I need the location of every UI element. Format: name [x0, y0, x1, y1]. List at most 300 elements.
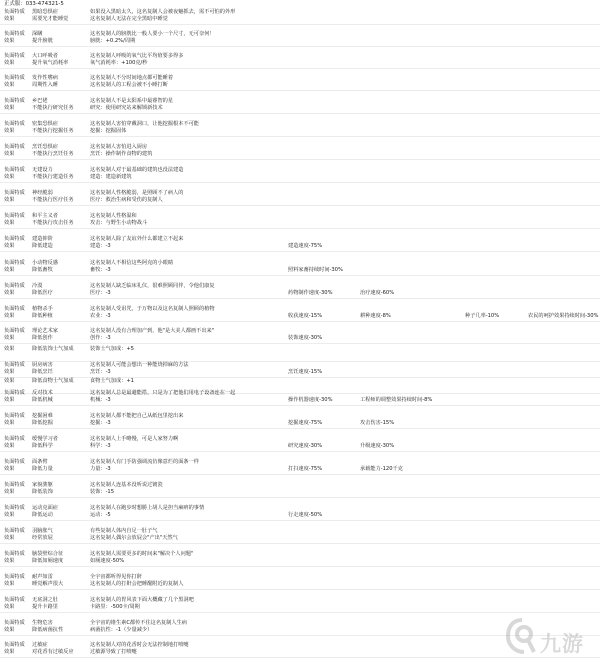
trait-category: 效果 — [4, 627, 15, 633]
row-divider — [0, 159, 600, 160]
trait-effect-line — [0, 16, 600, 23]
trait-category: 负面特质 — [4, 328, 25, 334]
trait-description: 这名复制人的胃风表下面大概藏了几个黑洞吧 — [90, 597, 194, 603]
trait-title-line — [0, 144, 600, 151]
trait-name: 发作性嗜病 — [32, 75, 58, 81]
trait-category: 效果 — [4, 466, 15, 472]
trait-stat-effect: 烹饪速度-15% — [288, 369, 323, 375]
trait-description: 建造：建造新建筑 — [90, 174, 132, 180]
trait-description: 卡路里：-500卡/周期 — [90, 604, 140, 610]
trait-category: 负面特质 — [4, 574, 25, 580]
trait-description: 这名复制人偶尔会放屁会"产出"天然气 — [90, 535, 178, 541]
trait-block — [0, 505, 600, 519]
trait-name: 降低如厕速度 — [32, 558, 64, 564]
trait-title-line — [0, 390, 600, 397]
row-divider — [0, 275, 600, 276]
row-divider — [0, 24, 600, 25]
trait-description: 建造：-3 — [90, 243, 111, 249]
trait-description: 这名复制人不相信这些阿克的小眼睛 — [90, 260, 174, 266]
trait-description: 科学：-3 — [90, 443, 111, 449]
trait-name: 过敏症 — [32, 642, 48, 648]
trait-name: 降低装饰士气加成 — [32, 346, 74, 352]
trait-description: 这名复制人害怕穿戴洞口，让他挖掘根本不可能 — [90, 121, 199, 127]
trait-block — [0, 31, 600, 45]
row-divider — [0, 228, 600, 229]
trait-title-line — [0, 574, 600, 581]
trait-name: 缓慢学习者 — [32, 436, 58, 442]
trait-block — [0, 98, 600, 112]
trait-description: 食物士气加成：+1 — [90, 378, 134, 384]
trait-stat-effect: 操作机器速度-30% — [288, 397, 333, 403]
row-divider — [0, 113, 600, 114]
trait-effect-line — [0, 197, 600, 204]
trait-title-line — [0, 167, 600, 174]
trait-stat-effect: 农民的呵护效果持续时间-30% — [528, 313, 599, 319]
trait-stat-effect: 药物制作速度-30% — [288, 290, 333, 296]
trait-category: 负面特质 — [4, 413, 25, 419]
trait-effect-line — [0, 335, 600, 342]
trait-title-line — [0, 482, 600, 489]
jiuyou-logo-icon — [504, 616, 540, 656]
trait-name: 羽脑胀气 — [32, 528, 53, 534]
trait-name: 降低畜牧 — [32, 267, 53, 273]
trait-title-line — [0, 436, 600, 443]
trait-description: 挖掘：挖掘固体 — [90, 128, 127, 134]
trait-name: 黑暗恐惧症 — [32, 9, 58, 15]
trait-category: 负面特质 — [4, 167, 25, 173]
row-divider — [0, 589, 600, 590]
trait-name: 降低装饰 — [32, 489, 53, 495]
trait-name: 神经脆弱 — [32, 190, 53, 196]
trait-effect-line — [0, 243, 600, 250]
trait-description: 这名复制人无法在完全黑暗中睡觉 — [90, 16, 168, 22]
trait-category: 负面特质 — [4, 597, 25, 603]
trait-category: 效果 — [4, 16, 15, 22]
trait-name: 降低力量 — [32, 466, 53, 472]
trait-name: 冷漠 — [32, 283, 43, 289]
trait-description: 装饰：-15 — [90, 489, 115, 495]
trait-name: 需要光才能睡觉 — [32, 16, 69, 22]
trait-category: 负面特质 — [4, 620, 25, 626]
trait-name: 降低食物士气加成 — [32, 378, 74, 384]
trait-category: 负面特质 — [4, 9, 25, 15]
row-divider — [0, 543, 600, 544]
trait-description: 这名复制人缺乏临床礼仪，很难照顾同伴，令他们康复 — [90, 283, 215, 289]
trait-title-line — [0, 260, 600, 267]
trait-name: 对花香有过敏反应 — [32, 649, 74, 655]
trait-category: 效果 — [4, 174, 15, 180]
trait-title-line — [0, 53, 600, 60]
row-divider — [0, 90, 600, 91]
trait-category: 负面特质 — [4, 482, 25, 488]
trait-effect-line — [0, 38, 600, 45]
trait-title-line — [0, 31, 600, 38]
trait-title-line — [0, 362, 600, 369]
trait-block — [0, 413, 600, 427]
trait-stat-effect: 攻击伤害-15% — [360, 420, 395, 426]
trait-description: 运动：-5 — [90, 512, 111, 518]
trait-name: 小动物反感 — [32, 260, 58, 266]
trait-name: 不能执行烹饪任务 — [32, 151, 74, 157]
row-divider — [0, 428, 600, 429]
trait-description: 畜牧：-3 — [90, 267, 111, 273]
trait-description: 这名复制人性格温和 — [90, 213, 137, 219]
trait-category: 效果 — [4, 60, 15, 66]
trait-description: 这名复制人总是最避能搭，只是为了把他们用电子设备连在一起 — [90, 390, 236, 396]
trait-category: 负面特质 — [4, 260, 25, 266]
trait-name: 降低种植 — [32, 313, 53, 319]
trait-description: 病菌抗性：-1（少量减少） — [90, 627, 153, 633]
trait-stat-effect: 照料家畜持续时间-30% — [288, 267, 343, 273]
trait-effect-line — [0, 535, 600, 542]
trait-stat-effect: 行走速度-50% — [288, 512, 323, 518]
trait-category: 效果 — [4, 105, 15, 111]
trait-name: 大口呼吸者 — [32, 53, 58, 59]
trait-stat-effect: 升级速度-30% — [360, 443, 395, 449]
trait-block — [0, 482, 600, 496]
trait-description: 如厕速度-50% — [90, 558, 125, 564]
row-divider — [0, 474, 600, 475]
trait-category: 效果 — [4, 649, 15, 655]
trait-name: 乡巴佬 — [32, 98, 48, 104]
trait-block — [0, 597, 600, 611]
trait-description: 这名复制人有门手防强调流仿像意烂的面条一样 — [90, 459, 199, 465]
trait-category: 负面特质 — [4, 213, 25, 219]
trait-name: 反对技术 — [32, 390, 53, 396]
trait-category: 效果 — [4, 535, 15, 541]
trait-category: 负面特质 — [4, 362, 25, 368]
trait-title-line — [0, 121, 600, 128]
trait-category: 负面特质 — [4, 53, 25, 59]
trait-effect-line — [0, 174, 600, 181]
trait-title-line — [0, 505, 600, 512]
trait-stat-effect: 工程师的调整效果持续时间-8% — [360, 397, 433, 403]
trait-effect-line — [0, 397, 600, 404]
trait-category: 负面特质 — [4, 459, 25, 465]
trait-stat-effect: 挖掘速度-75% — [288, 420, 323, 426]
trait-description: 创作：-3 — [90, 335, 111, 341]
trait-name: 经常放屁 — [32, 535, 53, 541]
trait-category: 负面特质 — [4, 505, 25, 511]
trait-block — [0, 53, 600, 67]
trait-name: 提升膀胱 — [32, 38, 53, 44]
trait-description: 这名复制人性格脆弱，是照顾不了病人的 — [90, 190, 184, 196]
trait-name: 理论艺术家 — [32, 328, 58, 334]
row-divider — [0, 136, 600, 137]
trait-description: 这名复制人不是太阳系中最睿智的星 — [90, 98, 174, 104]
trait-description: 力量：-3 — [90, 466, 111, 472]
trait-category: 负面特质 — [4, 306, 25, 312]
trait-category: 效果 — [4, 420, 15, 426]
trait-stat-effect: 收获速度-15% — [288, 313, 323, 319]
row-divider — [0, 205, 600, 206]
trait-category: 负面特质 — [4, 528, 25, 534]
trait-block — [0, 75, 600, 89]
trait-title-line — [0, 283, 600, 290]
trait-block — [0, 328, 600, 342]
trait-category: 效果 — [4, 443, 15, 449]
trait-name: 密集恐惧症 — [32, 121, 58, 127]
trait-category: 效果 — [4, 369, 15, 375]
trait-description: 全宇宙的锥生素C都传不住这名复制人生病 — [90, 620, 187, 626]
trait-description: 这名复制人的工程会被不小睡打断 — [90, 82, 168, 88]
trait-effect-line — [0, 267, 600, 274]
trait-category: 效果 — [4, 558, 15, 564]
trait-name: 提升卡路里 — [32, 604, 58, 610]
trait-block — [0, 167, 600, 181]
trait-effect-line — [0, 604, 600, 611]
trait-title-line — [0, 9, 600, 16]
trait-block — [0, 390, 600, 404]
trait-description: 这名复制人害怕进入厨房 — [90, 144, 148, 150]
trait-block — [0, 459, 600, 473]
row-divider — [0, 343, 600, 344]
trait-description: 这名复制人的膀胱比一般人要小一个尺寸，无可奈何！ — [90, 31, 215, 37]
row-divider — [0, 612, 600, 613]
row-divider — [0, 321, 600, 322]
trait-description: 这名复制人呼吸的氧气比平均值要多得多 — [90, 53, 184, 59]
trait-name: 降低运动 — [32, 512, 53, 518]
row-divider — [0, 46, 600, 47]
document-header: 正式服：033-474321-5 — [4, 1, 64, 7]
trait-name: 烹饪恐惧症 — [32, 144, 58, 150]
trait-block — [0, 283, 600, 297]
trait-name: 家貌骏躯 — [32, 482, 53, 488]
trait-category: 效果 — [4, 604, 15, 610]
trait-title-line — [0, 213, 600, 220]
trait-stat-effect: 装饰速度-30% — [288, 335, 323, 341]
trait-description: 如果没入黑暗太久，这名复制人会被夜魅抓去，需不可怕的外形 — [90, 9, 236, 15]
row-divider — [0, 68, 600, 69]
trait-title-line — [0, 528, 600, 535]
trait-name: 提升氧气消耗率 — [32, 60, 69, 66]
trait-category: 负面特质 — [4, 121, 25, 127]
trait-name: 植物杀手 — [32, 306, 53, 312]
trait-block — [0, 362, 600, 376]
trait-stat-effect: 打扫速度-75% — [288, 466, 323, 472]
trait-effect-line — [0, 82, 600, 89]
trait-description: 装饰士气加成：+5 — [90, 346, 134, 352]
trait-effect-line — [0, 443, 600, 450]
trait-description: 医疗：-3 — [90, 290, 111, 296]
row-divider — [0, 298, 600, 299]
trait-description: 这名复制人对的花香时会无法控制地打喷嚏 — [90, 642, 189, 648]
trait-description: 这名复制人的打鼾会把睡醒附近的复制人 — [90, 581, 184, 587]
trait-title-line — [0, 597, 600, 604]
trait-category: 效果 — [4, 243, 15, 249]
trait-title-line — [0, 236, 600, 243]
trait-stat-effect: 研究速度-30% — [288, 443, 323, 449]
trait-title-line — [0, 190, 600, 197]
trait-name: 睡觉解声很大 — [32, 581, 64, 587]
trait-category: 效果 — [4, 38, 15, 44]
trait-category: 效果 — [4, 128, 15, 134]
trait-name: 面条臂 — [32, 459, 48, 465]
row-divider — [0, 405, 600, 406]
trait-description: 这名复制人对于最基础的建筑也没法建造 — [90, 167, 184, 173]
trait-effect-line — [0, 369, 600, 376]
trait-category: 效果 — [4, 197, 15, 203]
trait-description: 烹饪：操作制作食物的建筑 — [90, 151, 153, 157]
trait-description: 机械：-3 — [90, 397, 111, 403]
trait-name: 降低烹饪 — [32, 369, 53, 375]
trait-title-line — [0, 378, 600, 385]
trait-block — [0, 260, 600, 274]
trait-description: 这名复制人在跑步时想勝上胡人是担当麻痹的事情 — [90, 505, 205, 511]
trait-name: 不能执行攻击任务 — [32, 220, 74, 226]
trait-name: 挖掘困难 — [32, 413, 53, 419]
watermark-text: 九游 — [540, 632, 584, 656]
trait-stat-effect: 治疗速度-60% — [360, 290, 395, 296]
trait-name: 降低创作 — [32, 335, 53, 341]
trait-category: 负面特质 — [4, 190, 25, 196]
trait-category: 效果 — [4, 151, 15, 157]
watermark — [504, 616, 596, 660]
trait-category: 负面特质 — [4, 283, 25, 289]
trait-name: 降低挖掘 — [32, 420, 53, 426]
trait-description: 这名复制人没有合理加产到，他"是大美人都画不出来" — [90, 328, 215, 334]
trait-block — [0, 190, 600, 204]
trait-title-line — [0, 413, 600, 420]
trait-description: 氧气消耗率：+100克/秒 — [90, 60, 148, 66]
trait-title-line — [0, 551, 600, 558]
trait-description: 这名复制人除了友谊外什么都建立不起来 — [90, 236, 184, 242]
trait-name: 生物危害 — [32, 620, 53, 626]
trait-category: 效果 — [4, 220, 15, 226]
trait-name: 周期性入睡 — [32, 82, 58, 88]
trait-effect-line — [0, 220, 600, 227]
trait-block — [0, 378, 600, 385]
trait-name: 不能执行医疗任务 — [32, 197, 74, 203]
trait-description: 过敏源导致了打喷嚏 — [90, 649, 137, 655]
trait-effect-line — [0, 105, 600, 112]
trait-effect-line — [0, 558, 600, 565]
trait-block — [0, 236, 600, 250]
trait-name: 不能执行建造任务 — [32, 174, 74, 180]
trait-category: 效果 — [4, 267, 15, 273]
trait-name: 耐声如雷 — [32, 574, 53, 580]
trait-effect-line — [0, 313, 600, 320]
trait-description: 研究：使用研究站来解锁新技术 — [90, 105, 163, 111]
row-divider — [0, 520, 600, 521]
trait-block — [0, 528, 600, 542]
trait-block — [0, 306, 600, 320]
trait-category: 效果 — [4, 82, 15, 88]
trait-category: 负面特质 — [4, 144, 25, 150]
trait-category: 负面特质 — [4, 642, 25, 648]
trait-name: 降低病菌抗性 — [32, 627, 64, 633]
trait-title-line — [0, 75, 600, 82]
trait-name: 无底洞之肚 — [32, 597, 58, 603]
trait-block — [0, 551, 600, 565]
trait-name: 不能执行挖掘任务 — [32, 128, 74, 134]
trait-name: 厨房病害 — [32, 362, 53, 368]
trait-category: 负面特质 — [4, 436, 25, 442]
trait-effect-line — [0, 151, 600, 158]
trait-description: 这名复制人不分时间地点都可能睡着 — [90, 75, 174, 81]
trait-title-line — [0, 98, 600, 105]
trait-block — [0, 121, 600, 135]
trait-block — [0, 213, 600, 227]
trait-title-line — [0, 328, 600, 335]
trait-name: 脑袋壁综合征 — [32, 551, 64, 557]
trait-title-line — [0, 459, 600, 466]
trait-block — [0, 346, 600, 353]
trait-category: 负面特质 — [4, 551, 25, 557]
trait-block — [0, 144, 600, 158]
trait-description: 农业：-3 — [90, 313, 111, 319]
trait-name: 降低医疗 — [32, 290, 53, 296]
trait-category: 效果 — [4, 335, 15, 341]
trait-effect-line — [0, 466, 600, 473]
trait-block — [0, 9, 600, 23]
trait-description: 烹饪：-3 — [90, 369, 111, 375]
trait-effect-line — [0, 581, 600, 588]
trait-description: 医疗：救治生病和受伤的复制人 — [90, 197, 163, 203]
trait-effect-line — [0, 489, 600, 496]
trait-description: 这名复制人上手略慢，可是人家努力啊 — [90, 436, 179, 442]
trait-title-line — [0, 306, 600, 313]
trait-category: 效果 — [4, 346, 15, 352]
trait-category: 效果 — [4, 581, 15, 587]
trait-name: 降低机械 — [32, 397, 53, 403]
trait-description: 这名复制人连基本没听说过镀瓷 — [90, 482, 163, 488]
trait-category: 效果 — [4, 290, 15, 296]
trait-stat-effect: 耕种速度-8% — [360, 313, 391, 319]
trait-effect-line — [0, 60, 600, 67]
trait-name: 无建设力 — [32, 167, 53, 173]
trait-name: 降低建造 — [32, 243, 53, 249]
trait-description: 这名复制人都不能把自己从纸包里挖出来 — [90, 413, 184, 419]
trait-stat-effect: 种子几率-10% — [465, 313, 500, 319]
trait-description: 攻击：与野生小动物战斗 — [90, 220, 148, 226]
trait-category: 负面特质 — [4, 390, 25, 396]
trait-block — [0, 436, 600, 450]
trait-stat-effect: 建造速度-75% — [288, 243, 323, 249]
trait-description: 这名复制人可能会想出一种能烧掉麻的方法 — [90, 362, 189, 368]
trait-name: 深瞒 — [32, 31, 43, 37]
trait-description: 有些复制人体内自足一肚子气 — [90, 528, 158, 534]
row-divider — [0, 251, 600, 252]
trait-effect-line — [0, 512, 600, 519]
trait-description: 这名复制人受诅咒，于万物以及这名复制人照顾的植物 — [90, 306, 215, 312]
trait-stat-effect: 承载能力-120千克 — [360, 466, 403, 472]
trait-category: 效果 — [4, 489, 15, 495]
trait-description: 这名复制人需要更多的时间来"解决个人问题" — [90, 551, 194, 557]
trait-category: 效果 — [4, 378, 15, 384]
row-divider — [0, 566, 600, 567]
trait-effect-line — [0, 420, 600, 427]
trait-description: 挖掘：-3 — [90, 420, 111, 426]
trait-category: 负面特质 — [4, 236, 25, 242]
trait-description: 全宇宙都听得见你打鼾 — [90, 574, 142, 580]
row-divider — [0, 451, 600, 452]
row-divider — [0, 182, 600, 183]
trait-name: 和平主义者 — [32, 213, 58, 219]
trait-category: 负面特质 — [4, 98, 25, 104]
trait-category: 负面特质 — [4, 75, 25, 81]
trait-effect-line — [0, 290, 600, 297]
trait-title-line — [0, 346, 600, 353]
trait-name: 运动克面症 — [32, 505, 58, 511]
trait-name: 降低科学 — [32, 443, 53, 449]
trait-category: 负面特质 — [4, 31, 25, 37]
trait-effect-line — [0, 128, 600, 135]
trait-name: 建造抑阶 — [32, 236, 53, 242]
trait-category: 效果 — [4, 512, 15, 518]
trait-name: 不能执行研究任务 — [32, 105, 74, 111]
trait-description: 膀胱：+0.2%/周期 — [90, 38, 136, 44]
